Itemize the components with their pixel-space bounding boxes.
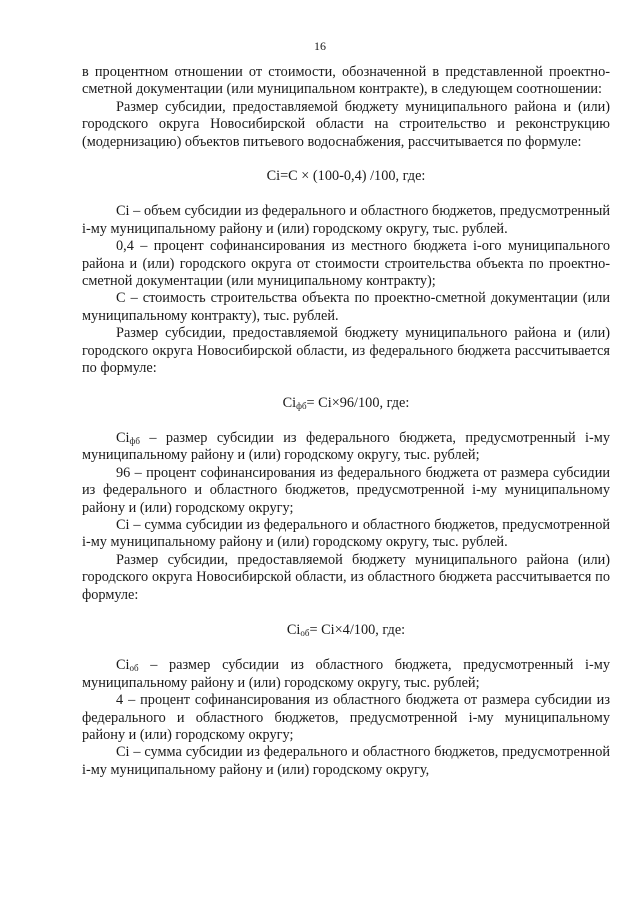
formula-regional-subscript: об — [300, 627, 310, 638]
formula-federal-rhs: = Ci×96/100, где: — [306, 394, 410, 411]
formula-regional-lhs: Ci — [286, 621, 301, 638]
paragraph-ci-regional-definition — [82, 657, 610, 692]
paragraph-subsidy-size: Размер субсидии, предоставляемой бюджету муниципального района и (или) городского округа Новосибирской области на строительство и реконструкцию (модернизацию) объектов питьевого водоснабжения, рассчитывается по формуле: — [82, 98, 610, 150]
formula-regional-rhs: = Ci×4/100, где: — [309, 621, 406, 638]
ci-regional-term: Ci — [116, 657, 130, 674]
formula-federal-subscript: фб — [296, 400, 307, 411]
paragraph-federal-size: Размер субсидии, предоставляемой бюджету муниципального района и (или) городского округа Новосибирской области, из федерального бюджета рассчитывается по формуле: — [82, 325, 610, 377]
paragraph-ci-sum-definition-2: Ci – сумма субсидии из федерального и областного бюджетов, предусмотренной i-му муниципальному району и (или) городскому округу, — [82, 744, 610, 778]
ci-federal-text: – размер субсидии из федерального бюджета, предусмотренный i-му муниципальному району и (или) городскому округу, тыс. рублей; — [82, 429, 610, 464]
paragraph-ci-sum-definition: Ci – сумма субсидии из федерального и областного бюджетов, предусмотренной i-му муниципальному району и (или) городскому округу, тыс. рублей. — [82, 516, 610, 551]
document-body — [82, 64, 610, 779]
paragraph-regional-share: 4 – процент софинансирования из областного бюджета от размера субсидии из федерального и областного бюджетов, предусмотренной i-му муниципальному району и (или) городскому округу; — [82, 692, 610, 743]
formula-federal-subsidy — [82, 395, 610, 412]
paragraph-local-share: 0,4 – процент софинансирования из местного бюджета i-ого муниципального района и (или) городского округа от стоимости строительства объекта по проектно-сметной документации (или муниципальному контракту); — [82, 238, 610, 290]
paragraph-ci-definition: Ci – объем субсидии из федерального и областного бюджетов, предусмотренный i-му муниципальному району и (или) городскому округу, тыс. рублей. — [82, 203, 610, 237]
page-number: 16 — [314, 39, 326, 53]
paragraph-continuation: в процентном отношении от стоимости, обозначенной в представленной проектно-сметной документации (или муниципальном контракте), в следующем соотношении: — [82, 64, 610, 98]
ci-federal-subscript: фб — [129, 435, 140, 446]
ci-regional-subscript: об — [129, 663, 139, 674]
ci-regional-text: – размер субсидии из областного бюджета, предусмотренный i-му муниципальному району и (или) городскому округу, тыс. рублей; — [82, 657, 610, 691]
formula-regional-subsidy — [82, 622, 610, 639]
paragraph-regional-size: Размер субсидии, предоставляемой бюджету муниципального района (или) городского округа Новосибирской области, из областного бюджета рассчитывается по формуле: — [82, 551, 610, 603]
paragraph-c-definition: С – стоимость строительства объекта по проектно-сметной документации (или муниципальному контракту), тыс. рублей. — [82, 290, 610, 324]
formula-total-subsidy: Ci=C × (100-0,4) /100, где: — [266, 168, 426, 185]
formula-federal-lhs: Ci — [282, 394, 297, 411]
paragraph-ci-federal-definition — [82, 430, 610, 465]
ci-federal-term: Ci — [116, 429, 130, 446]
paragraph-federal-share: 96 – процент софинансирования из федерального бюджета от размера субсидии из федерального и областного бюджетов, предусмотренной i-му муниципальному району и (или) городскому округу; — [82, 464, 610, 516]
